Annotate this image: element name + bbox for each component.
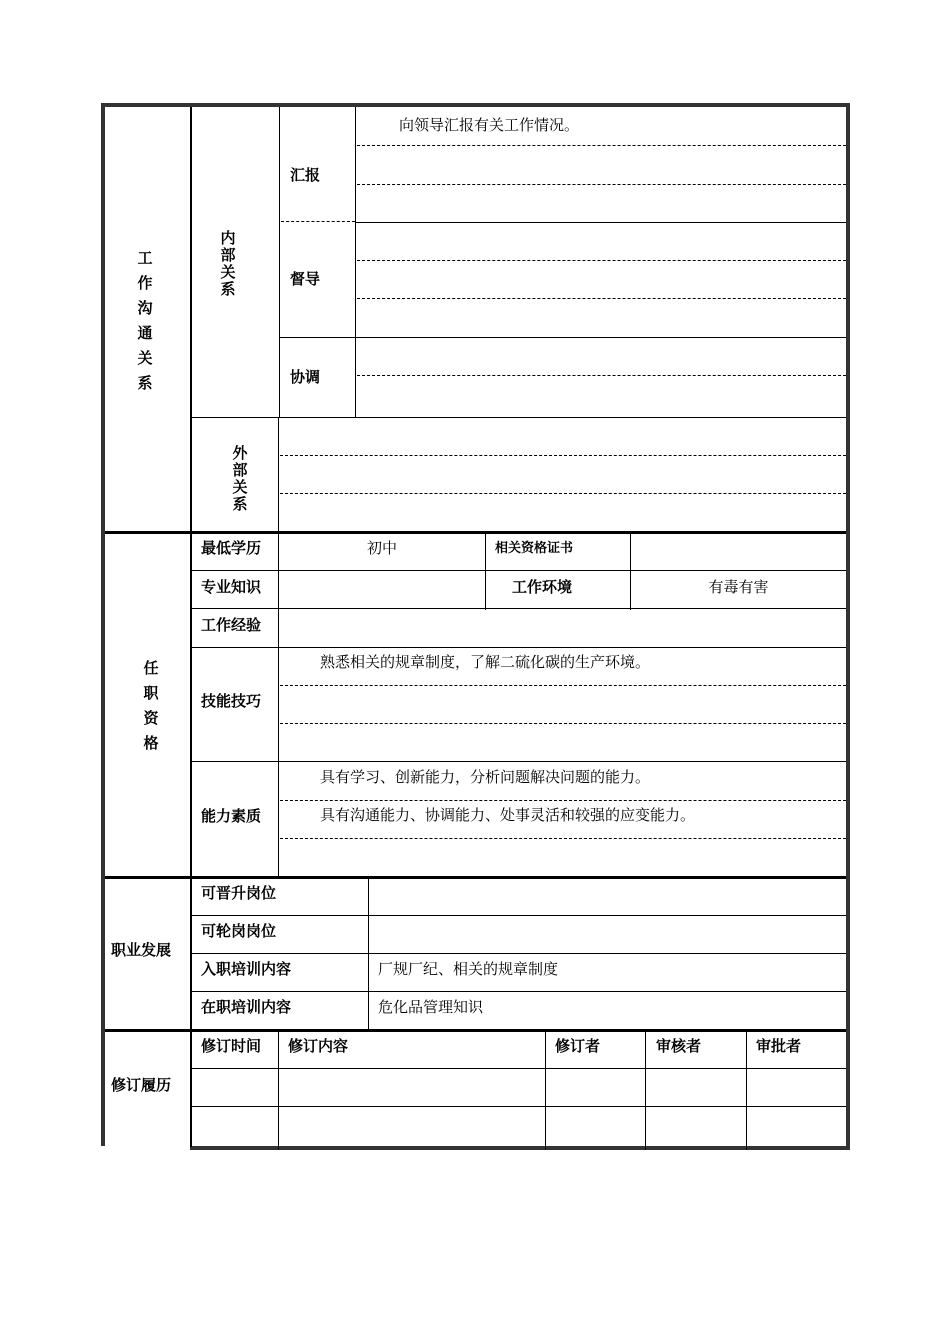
career-col-divider	[368, 879, 369, 1030]
revision-header-approver: 审批者	[756, 1037, 802, 1055]
career-row1-border	[192, 915, 846, 916]
report-label-dash	[281, 221, 355, 222]
qual-right-col-divider	[630, 534, 631, 610]
internal-col-divider	[279, 107, 280, 418]
qual-mid-col-divider	[485, 534, 486, 610]
report-bottom-border	[355, 222, 846, 223]
supervise-bottom-border	[279, 337, 846, 338]
career-row3-border	[192, 991, 846, 992]
rotation-label: 可轮岗岗位	[201, 922, 277, 940]
supervise-dash-1	[357, 260, 846, 261]
certificate-label: 相关资格证书	[495, 541, 574, 556]
outer-right-border	[846, 103, 850, 1150]
qual-label-col-divider	[278, 534, 279, 877]
revision-col-2	[545, 1032, 546, 1150]
report-dash-1	[357, 145, 846, 146]
ability-dash-1	[280, 800, 846, 801]
report-label: 汇报	[290, 166, 321, 184]
section-divider-3	[105, 1029, 846, 1032]
knowledge-label: 专业知识	[201, 578, 262, 596]
revision-header-reviewer: 审核者	[656, 1037, 702, 1055]
experience-label: 工作经验	[201, 616, 262, 634]
internal-external-divider	[192, 417, 846, 418]
qual-row4-border	[192, 761, 846, 762]
section-divider-2	[105, 876, 846, 879]
revision-col-3	[645, 1032, 646, 1150]
revision-col-1	[278, 1032, 279, 1150]
career-section-label: 职业发展	[111, 941, 172, 959]
promotion-label: 可晋升岗位	[201, 884, 277, 902]
qual-row2-border	[192, 608, 846, 609]
skills-dash-2	[280, 723, 846, 724]
environment-label: 工作环境	[512, 578, 573, 596]
induction-training-value: 厂规厂纪、相关的规章制度	[378, 960, 559, 978]
qual-row1-border	[192, 570, 846, 571]
supervise-label: 督导	[290, 270, 321, 288]
report-line-1: 向领导汇报有关工作情况。	[399, 116, 580, 134]
onjob-training-value: 危化品管理知识	[378, 998, 484, 1016]
internal-relations-label: 内 部 关 系	[220, 229, 236, 298]
skills-dash-1	[280, 685, 846, 686]
min-education-label: 最低学历	[201, 539, 262, 557]
revision-header-content: 修订内容	[288, 1037, 349, 1055]
external-col-divider	[278, 418, 279, 532]
section-divider-1	[105, 531, 846, 534]
revision-section-label: 修订履历	[111, 1076, 172, 1094]
ability-line-2: 具有沟通能力、协调能力、处事灵活和较强的应变能力。	[320, 806, 696, 824]
revision-row2-border	[192, 1106, 846, 1107]
revision-header-reviser: 修订者	[555, 1037, 601, 1055]
skills-label: 技能技巧	[201, 692, 262, 710]
supervise-dash-2	[357, 298, 846, 299]
skills-line-1: 熟悉相关的规章制度，了解二硫化碳的生产环境。	[320, 653, 651, 671]
external-relations-label: 外 部 关 系	[232, 444, 248, 513]
qual-row3-border	[192, 647, 846, 648]
career-row2-border	[192, 953, 846, 954]
external-dash-2	[280, 493, 846, 494]
report-dash-2	[357, 184, 846, 185]
outer-top-border	[101, 103, 850, 107]
induction-training-label: 入职培训内容	[201, 960, 292, 978]
revision-row1-border	[192, 1068, 846, 1069]
coordinate-label: 协调	[290, 368, 321, 386]
ability-dash-2	[280, 838, 846, 839]
communication-section-label: 工 作 沟 通 关 系	[137, 249, 153, 392]
revision-header-time: 修订时间	[201, 1037, 262, 1055]
subrow-col-divider	[355, 107, 356, 418]
revision-col-4	[746, 1032, 747, 1150]
outer-left-border	[101, 103, 105, 1146]
min-education-value: 初中	[366, 539, 397, 557]
coordinate-dash-1	[357, 375, 846, 376]
onjob-training-label: 在职培训内容	[201, 998, 292, 1016]
external-dash-1	[280, 455, 846, 456]
outer-bottom-border	[190, 1146, 850, 1150]
qualification-section-label: 任 职 资 格	[143, 659, 159, 752]
ability-line-1: 具有学习、创新能力，分析问题解决问题的能力。	[320, 768, 651, 786]
environment-value: 有毒有害	[708, 578, 769, 596]
ability-label: 能力素质	[201, 807, 262, 825]
